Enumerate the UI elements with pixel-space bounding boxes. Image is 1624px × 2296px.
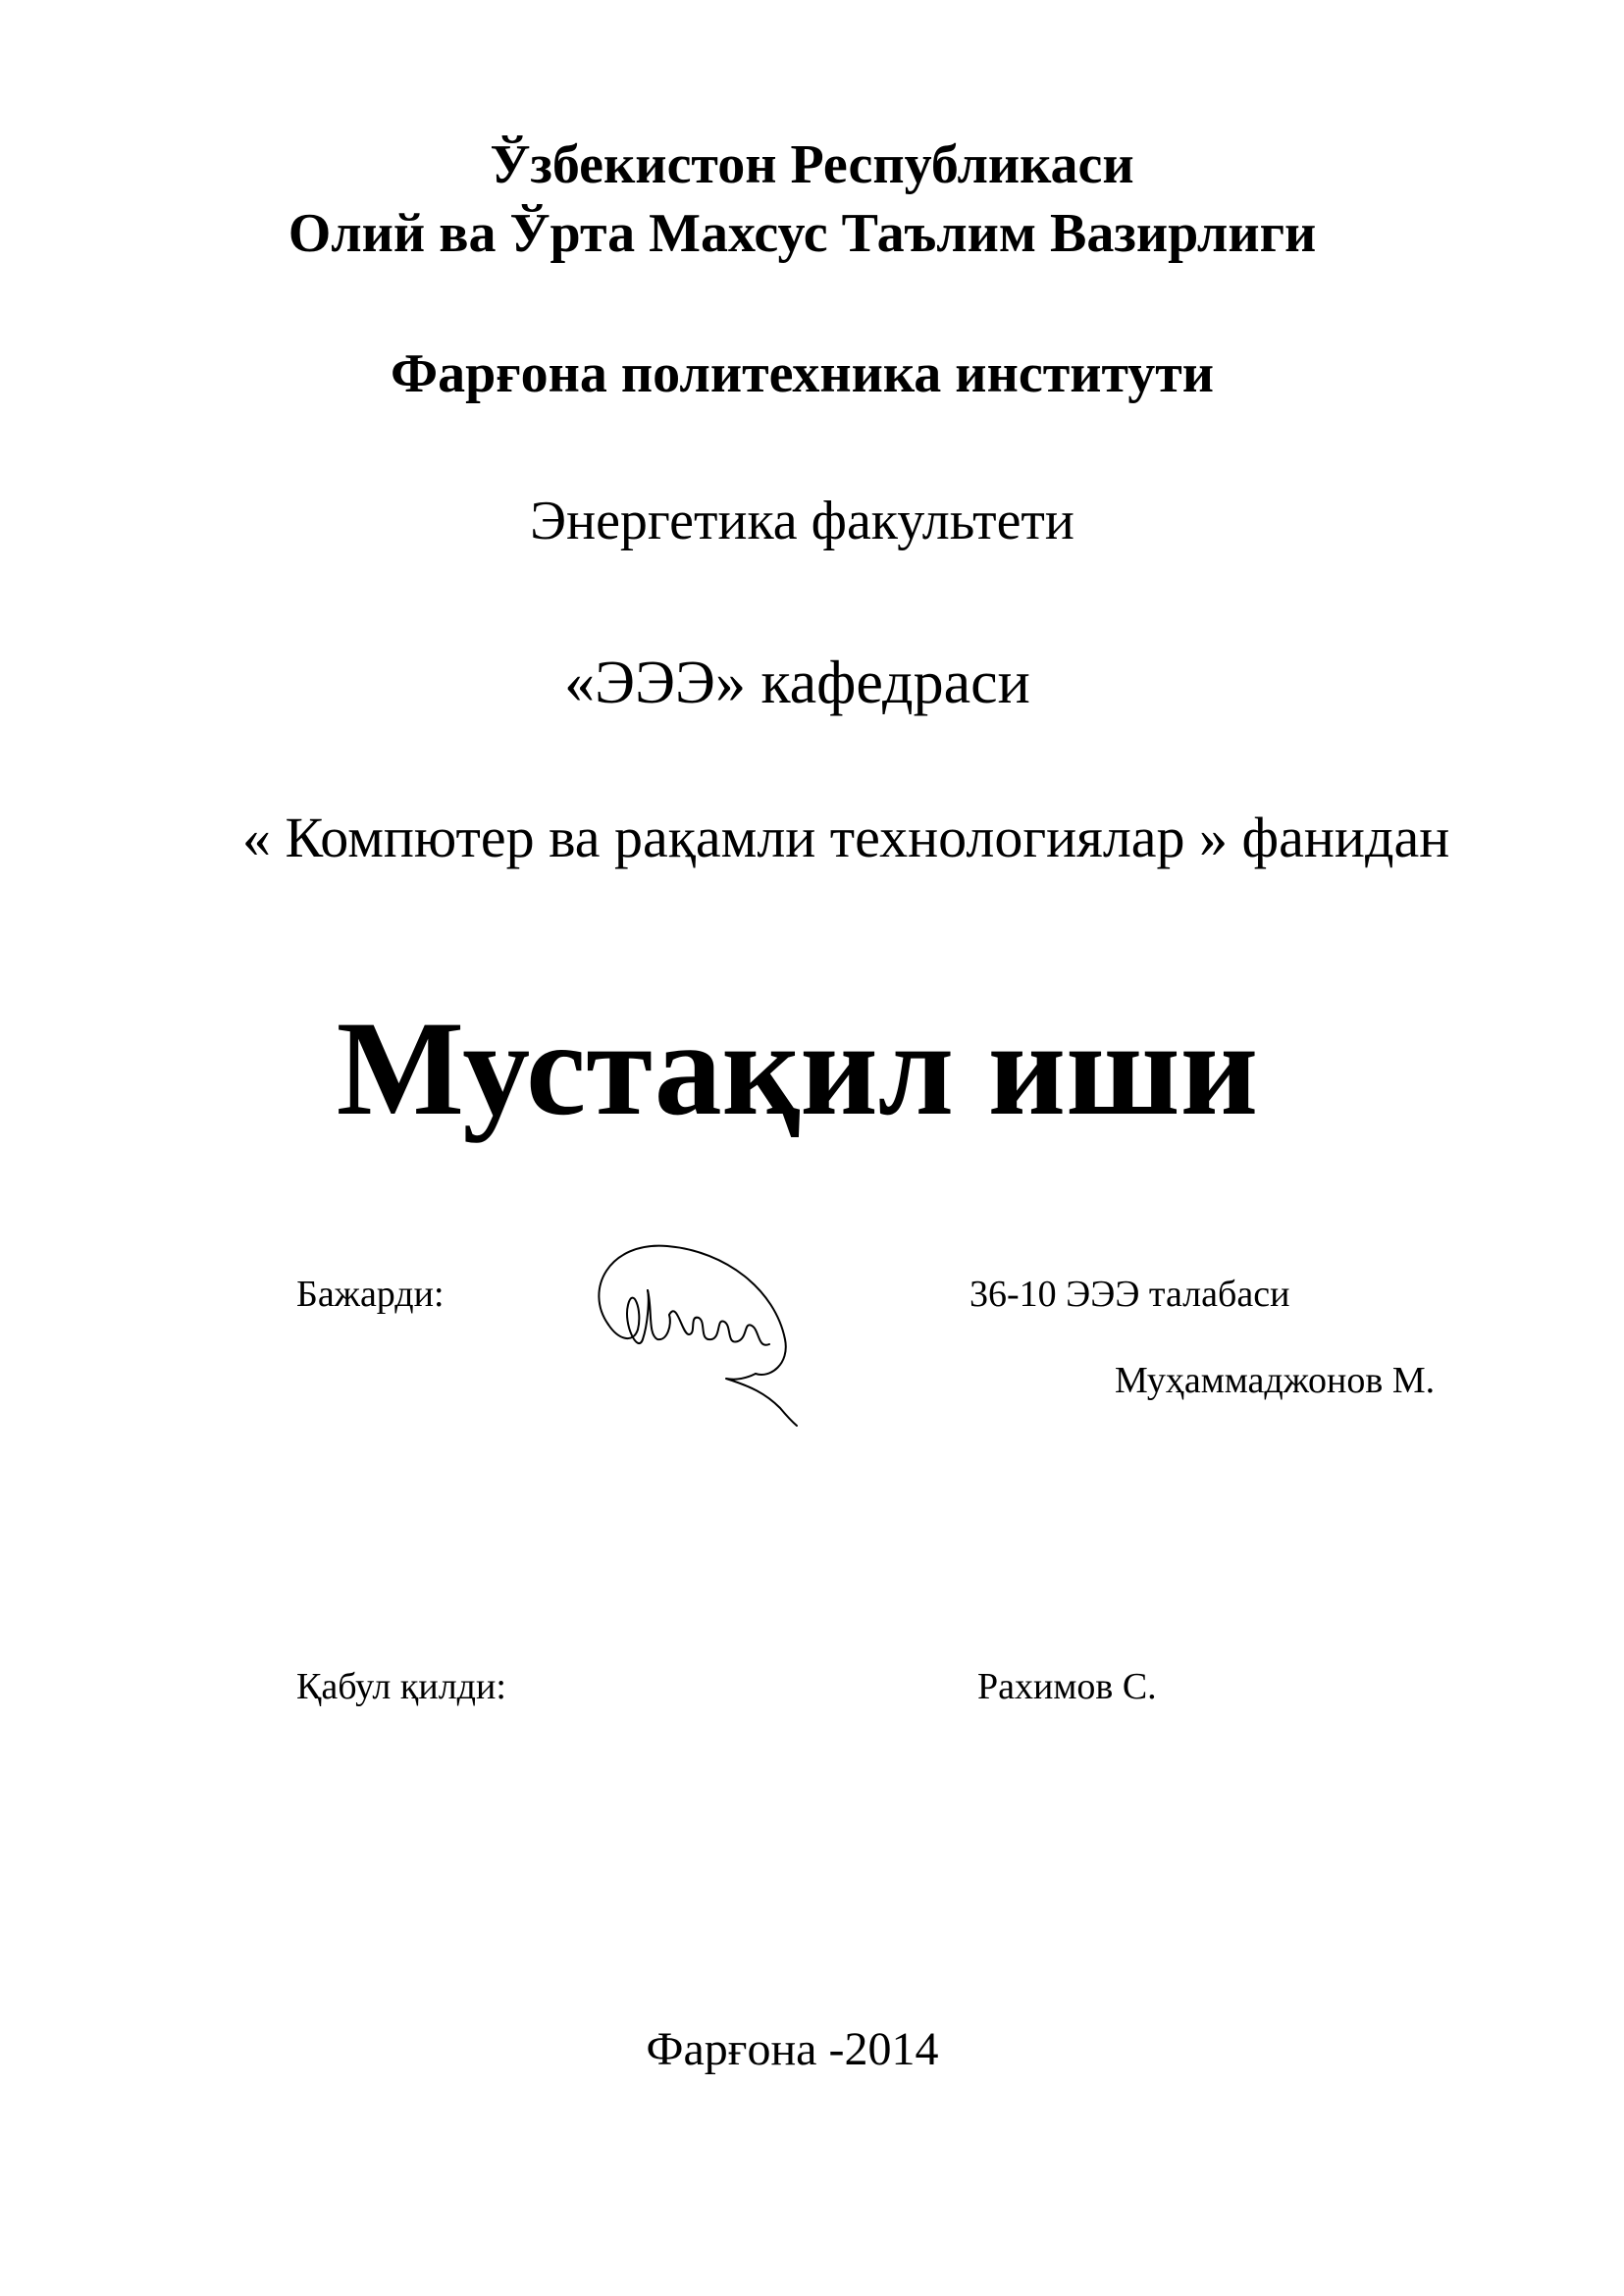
accepted-by-label: Қабул қилди: [296,1666,506,1707]
work-title: Мустақил иши [336,993,1259,1143]
performed-by-label: Бажарди: [296,1274,445,1315]
student-group: 36-10 ЭЭЭ талабаси [969,1274,1290,1315]
signature-icon [579,1231,824,1428]
ministry-line-2: Олий ва Ўрта Махсус Таълим Вазирлиги [288,203,1317,264]
city-year: Фарғона -2014 [646,2023,939,2075]
ministry-line-1: Ўзбекистон Республикаси [490,134,1134,195]
faculty-name: Энергетика факультети [530,491,1074,551]
department-name: «ЭЭЭ» кафедраси [564,650,1030,716]
student-name: Муҳаммаджонов М. [1115,1360,1436,1401]
teacher-name: Рахимов С. [977,1666,1157,1707]
institute-name: Фарғона политехника институти [390,343,1215,404]
subject-name: « Компютер ва рақамли технологиялар » фанидан [242,806,1450,869]
